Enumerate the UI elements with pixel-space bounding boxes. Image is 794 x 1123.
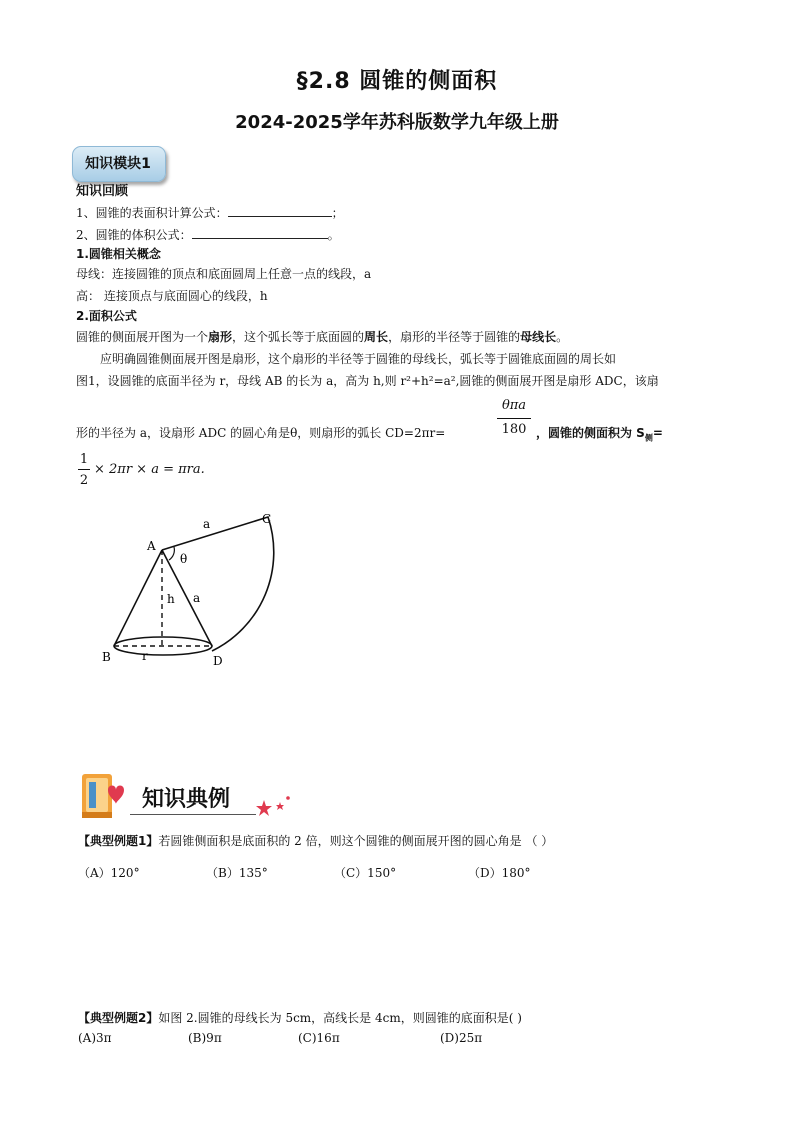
example1-option-a: （A）120° [78,866,140,880]
example1-text: 若圆锥侧面积是底面积的 2 倍，则这个圆锥的侧面展开图的圆心角是 （ ） [158,834,554,848]
example1-option-b: （B）135° [206,866,268,880]
review-q1-end: ； [331,206,344,220]
review-q2-end: 。 [327,228,340,242]
review-q2-blank [192,226,328,239]
example2-option-b: (B)9π [188,1031,222,1045]
fraction-denominator: 180 [501,422,527,437]
area-formula: × 2πr × a = πra. [94,462,205,477]
formula-line3: 图1，设圆锥的底面半径为 r，母线 AB 的长为 a，高为 h,则 r²+h²=a²,圆锥的侧面展开图是扇形 ADC，该扇 [76,374,659,388]
knowledge-module-tab [72,146,166,182]
formula-line2: 应明确圆锥侧面展开图是扇形，这个扇形的半径等于圆锥的母线长，弧长等于圆锥底面圆的周长如 [100,352,617,366]
example1-option-c: （C）150° [334,866,397,880]
formula-keyword-sector: 扇形 [208,330,233,344]
formula-line1 [76,328,568,346]
label-a-sector: a [203,517,211,531]
fraction-bar [497,418,531,419]
cone-left-edge [114,550,162,646]
stars-icon [254,794,294,820]
theta-arc [169,547,174,560]
star-large [256,800,272,816]
example2-option-c: (C)16π [298,1031,340,1045]
label-C: C [262,512,272,526]
review-q1-text: 1、圆锥的表面积计算公式： [76,206,228,220]
formula-line1-part: 圆锥的侧面展开图为一个 [76,330,209,344]
label-theta: θ [180,552,188,566]
label-h: h [167,592,175,606]
example1-option-d: （D）180° [468,866,531,880]
review-q2-text: 2、圆锥的体积公式： [76,228,192,242]
concepts-heading: 1.圆锥相关概念 [76,247,161,261]
example2-tag: 【典型例题2】 [78,1011,159,1025]
review-q2 [76,226,340,244]
example2-option-a: (A)3π [78,1031,112,1045]
half-bar [78,469,90,470]
star-dot [286,796,290,800]
label-a-slant: a [193,591,201,605]
example2-text: 如图 2.圆锥的母线长为 5cm，高线长是 4cm，则圆锥的底面积是( ) [158,1011,522,1025]
review-q1-blank [228,204,332,217]
label-A: A [147,539,156,553]
concept-generatrix: 母线：连接圆锥的顶点和底面圆周上任意一点的线段，a [76,267,372,281]
formula-heading: 2.面积公式 [76,309,137,323]
page-subtitle: 2024-2025学年苏科版数学九年级上册 [235,112,559,133]
example2-option-d: (D)25π [440,1031,483,1045]
formula-subscript: 侧 [644,433,653,443]
half-denominator: 2 [79,473,89,488]
label-r: r [142,649,148,663]
review-q1 [76,204,344,222]
fraction-numerator: θπa [501,398,527,413]
label-B: B [102,650,111,664]
star-medium [276,802,284,810]
formula-line1-part: ，扇形的半径等于圆锥的 [388,330,521,344]
examples-underline [130,814,256,815]
label-D: D [213,654,223,668]
sector-outline [162,517,274,651]
examples-header [78,768,298,830]
book-heart-icon [78,768,130,824]
module-tab-label: 知识模块1 [85,156,151,172]
example2-question [78,1009,522,1027]
half-numerator: 1 [79,452,89,467]
formula-equals: = [652,426,663,440]
formula-line1-part: ，这个弧长等于底面圆的 [232,330,365,344]
concept-height: 高： 连接顶点与底面圆心的线段，h [76,289,268,303]
formula-line4-area [536,424,663,447]
cone-figure [100,505,290,675]
examples-heading: 知识典例 [142,787,231,812]
example1-question [78,832,553,850]
formula-keyword-perimeter: 周长 [364,330,389,344]
example1-tag: 【典型例题1】 [78,834,159,848]
page-title: §2.8 圆锥的侧面积 [296,69,498,94]
formula-line1-part: 。 [556,330,569,344]
review-heading: 知识回顾 [76,184,129,199]
formula-line4 [76,424,445,442]
book-edge [82,812,112,818]
formula-keyword-generatrix: 母线长 [520,330,557,344]
book-spine-strip [89,782,96,808]
formula-line4-part: 形的半径为 a，设扇形 ADC 的圆心角是θ，则扇形的弧长 CD=2πr= [76,426,446,440]
formula-lateral-area-label: ，圆锥的侧面积为 S [536,426,645,440]
